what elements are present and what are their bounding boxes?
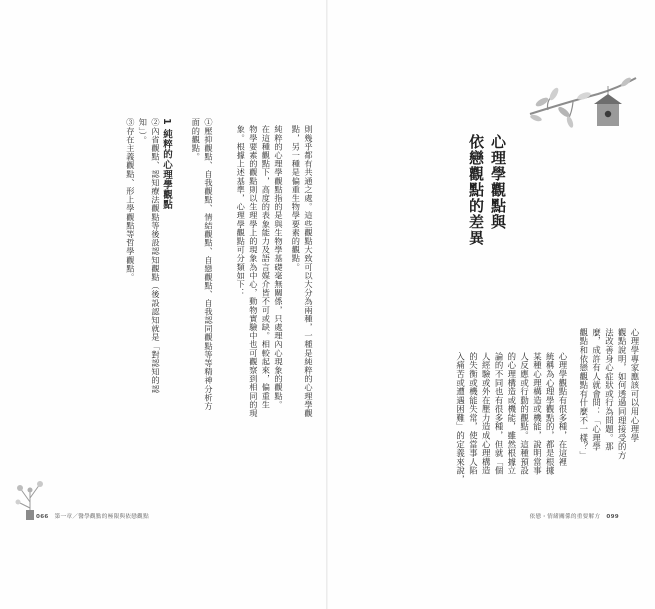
body-paragraph-1 [577, 328, 641, 528]
bio-paragraph [235, 125, 285, 418]
left-page [0, 0, 327, 609]
body-paragraph-2 [454, 352, 569, 532]
list-item: ③存在主義觀點、形上學觀點等哲學觀點。 [125, 118, 136, 282]
list-item: 面的觀點。 [191, 118, 202, 161]
text-line: 物學要素的觀點則以生理學上的現象為中心，動物實驗中也可觀察到相同的現 [248, 125, 259, 418]
page-number: 099 [606, 514, 619, 520]
folio-right [530, 512, 623, 520]
chapter-title [465, 134, 509, 246]
list-group-1 [190, 118, 215, 411]
list-item: ②內省觀點、認知療法觀點等後設認知觀點（後設認知就是「對認知的認 [151, 118, 161, 394]
list-item: 知」）。 [138, 118, 149, 145]
text-line: 心理學專家應該可以用心理學 [630, 328, 640, 443]
title-line: 依戀觀點的差異 [467, 134, 485, 246]
list-item: ①壓抑觀點、自我觀點、情結觀點、自戀觀點、自我認同觀點等等精神分析方 [204, 118, 214, 411]
text-line: 麼，成許有人就會問：「心理學 [591, 328, 602, 452]
title-line: 心理學觀點與 [489, 134, 507, 230]
text-line: 統稱為心理學觀點的，都是根據 [545, 352, 556, 476]
text-line: 觀點和依戀觀點有什麼不一樣？」 [578, 328, 589, 460]
text-line: 觀點說明，如何透過同理接受的方 [617, 328, 628, 460]
text-line: 的心理構造或機能，雖然根據立 [506, 352, 517, 476]
text-line: 則幾乎都有共通之處。這些觀點大致可以大分為兩種，一種是純粹的心理學觀 [304, 125, 314, 418]
text-line: 某種心理構造或機能，說明當事 [532, 352, 543, 476]
folio-left [32, 512, 149, 520]
text-line: 人經驗或外在壓力造成心理構造 [481, 352, 492, 476]
running-header: 第一章／醫學觀點的極限與依戀觀點 [54, 514, 149, 520]
text-line: 點，另一種是偏重生物學要素的觀點。 [291, 125, 302, 272]
text-line: 人反應或行動的觀點。這種預設 [519, 352, 530, 476]
text-line: 論的不同也有很多種，但就「個 [494, 352, 505, 476]
text-line: 入痛苦或遭遇困難」的定義來說， [455, 352, 466, 484]
text-line: 象。根據上述基準，心理學觀點可分類如下： [236, 125, 247, 297]
right-page [328, 0, 655, 609]
text-line: 純粹的心理學觀點指的是與生物學基礎毫無關係，只處理內心現象的觀點。 [274, 125, 284, 409]
page-number: 066 [36, 514, 49, 520]
text-line: 心理學觀點有很多種，在這裡 [558, 352, 568, 467]
text-line: 在這種觀點下，高度的表象能力及語言媒介皆不可或缺。相較起來，偏重生 [261, 125, 272, 409]
birdhouse-illustration [528, 72, 638, 142]
text-line: 法改善身心症狀或行為問題。那 [604, 328, 615, 452]
text-line: 的失衡或機能失常，使當事人陷 [468, 352, 479, 476]
section-heading: 1 純粹的心理學觀點 [161, 118, 172, 210]
list-group-2 [124, 118, 162, 394]
running-header: 依戀・情緒關係的重要解方 [529, 514, 601, 520]
intro-paragraph [290, 125, 315, 418]
